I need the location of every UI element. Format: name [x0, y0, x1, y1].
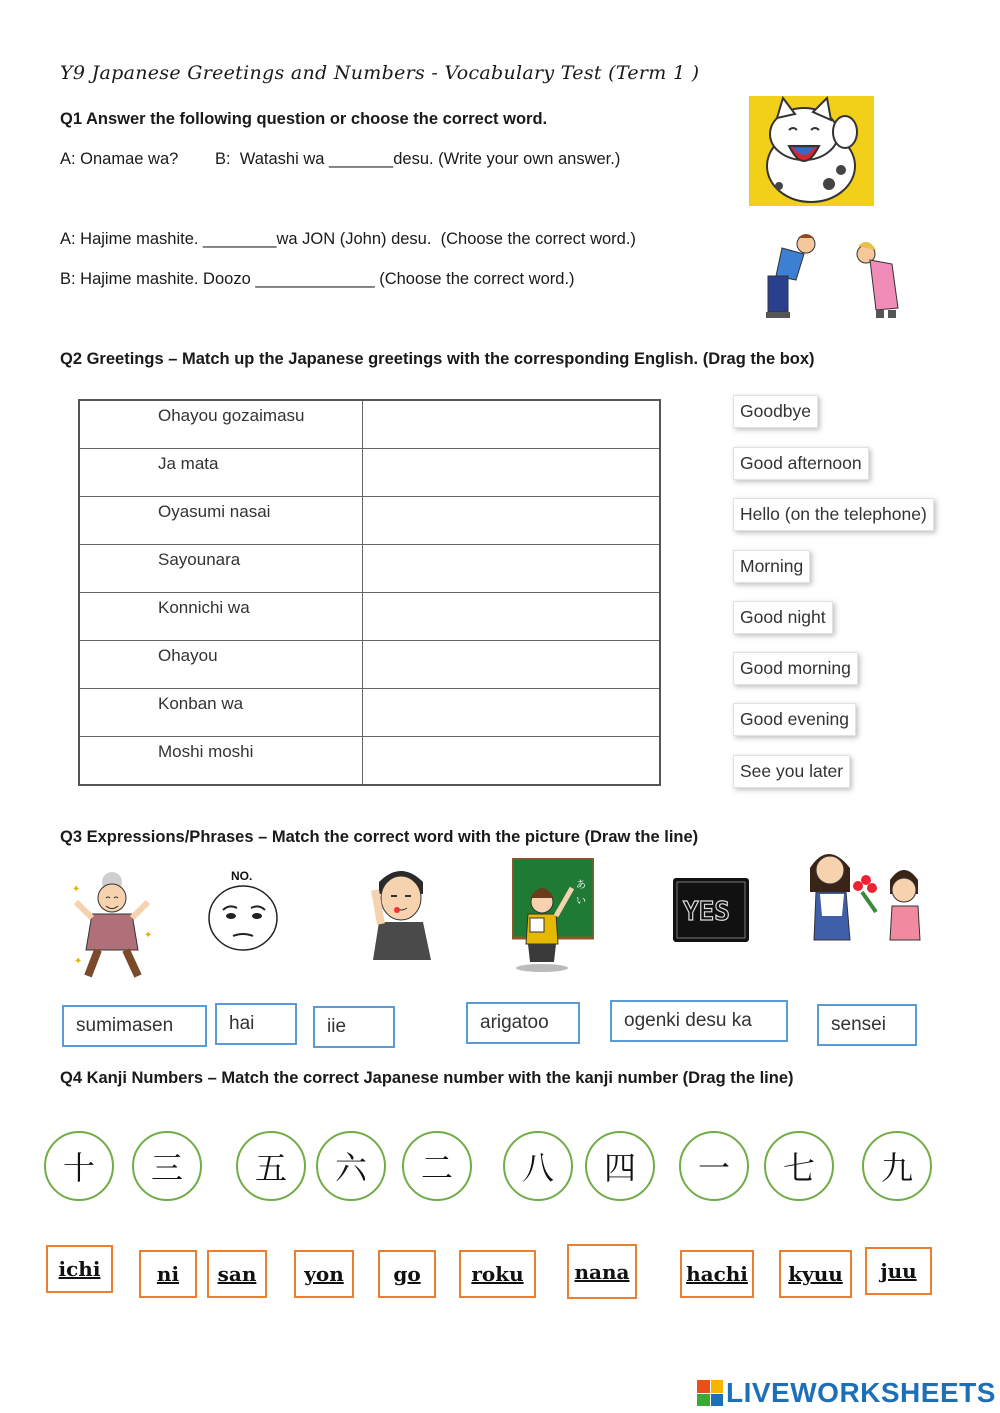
word-box-arigatoo[interactable]: arigatoo [466, 1002, 580, 1044]
table-row [79, 641, 660, 689]
romaji-box-ni[interactable]: ni [139, 1250, 197, 1298]
japanese-greeting: Ohayou gozaimasu [79, 400, 362, 448]
japanese-greeting: Konnichi wa [79, 593, 362, 641]
svg-text:✦: ✦ [74, 956, 83, 967]
table-row [79, 400, 660, 448]
word-box-hai[interactable]: hai [215, 1003, 297, 1045]
romaji-box-yon[interactable]: yon [294, 1250, 354, 1298]
yes-sign-image [673, 878, 749, 942]
bowing-people-image [758, 230, 918, 325]
table-row [79, 593, 660, 641]
japanese-greeting: Sayounara [79, 544, 362, 592]
kanji-circle-yon[interactable]: 四 [585, 1131, 655, 1201]
svg-text:✦: ✦ [144, 930, 153, 941]
logo-text: LIVEWORKSHEETS [726, 1377, 996, 1408]
worksheet-title: Y9 Japanese Greetings and Numbers - Vocabulary Test (Term 1 ) [60, 62, 700, 84]
answer-drop-cell[interactable] [362, 496, 660, 544]
word-box-sensei[interactable]: sensei [817, 1004, 917, 1046]
romaji-box-hachi[interactable]: hachi [680, 1250, 754, 1298]
q4-heading: Q4 Kanji Numbers – Match the correct Japanese number with the kanji number (Drag the line) [60, 1069, 794, 1087]
liveworksheets-logo [697, 1377, 996, 1409]
drag-box-good-evening[interactable]: Good evening [733, 703, 856, 736]
romaji-box-roku[interactable]: roku [459, 1250, 536, 1298]
kanji-circle-juu[interactable]: 十 [44, 1131, 114, 1201]
svg-text:✦: ✦ [72, 884, 81, 895]
romaji-box-nana[interactable]: nana [567, 1244, 637, 1299]
q1-heading: Q1 Answer the following question or choose the correct word. [60, 110, 548, 128]
answer-drop-cell[interactable] [362, 689, 660, 737]
table-row [79, 689, 660, 737]
elderly-woman-image [68, 868, 156, 983]
q1-line-1: A: Onamae wa? B: Watashi wa _______desu. (Write your own answer.) [60, 150, 621, 168]
drag-box-good-night[interactable]: Good night [733, 601, 833, 634]
word-box-iie[interactable]: iie [313, 1006, 395, 1048]
drag-box-good-morning[interactable]: Good morning [733, 652, 858, 685]
kanji-circle-kyuu[interactable]: 九 [862, 1131, 932, 1201]
lucky-cat-image [749, 96, 874, 206]
romaji-box-juu[interactable]: juu [865, 1247, 932, 1295]
drag-box-morning[interactable]: Morning [733, 550, 810, 583]
greetings-table [78, 399, 661, 786]
teacher-image [512, 858, 594, 973]
japanese-greeting: Ja mata [79, 448, 362, 496]
japanese-greeting: Konban wa [79, 689, 362, 737]
answer-drop-cell[interactable] [362, 448, 660, 496]
word-box-sumimasen[interactable]: sumimasen [62, 1005, 207, 1047]
kanji-circle-ni[interactable]: 二 [402, 1131, 472, 1201]
q1-line-3: B: Hajime mashite. Doozo _____________ (Choose the correct word.) [60, 270, 575, 288]
answer-drop-cell[interactable] [362, 737, 660, 785]
table-row [79, 448, 660, 496]
answer-drop-cell[interactable] [362, 544, 660, 592]
kanji-circle-ichi[interactable]: 一 [679, 1131, 749, 1201]
table-row [79, 544, 660, 592]
giving-flowers-image [806, 840, 932, 942]
romaji-box-kyuu[interactable]: kyuu [779, 1250, 852, 1298]
drag-box-goodbye[interactable]: Goodbye [733, 395, 818, 428]
no-label: NO. [231, 869, 253, 883]
romaji-box-go[interactable]: go [378, 1250, 436, 1298]
q3-heading: Q3 Expressions/Phrases – Match the correct word with the picture (Draw the line) [60, 828, 699, 846]
svg-text:あ: あ [576, 880, 586, 891]
japanese-greeting: Oyasumi nasai [79, 496, 362, 544]
q2-heading: Q2 Greetings – Match up the Japanese greetings with the corresponding English. (Drag the box) [60, 350, 815, 368]
kanji-circle-nana[interactable]: 七 [764, 1131, 834, 1201]
apologizing-man-image [365, 860, 437, 960]
word-box-ogenki-desu-ka[interactable]: ogenki desu ka [610, 1000, 788, 1042]
svg-text:い: い [576, 896, 586, 907]
kanji-circle-san[interactable]: 三 [132, 1131, 202, 1201]
japanese-greeting: Moshi moshi [79, 737, 362, 785]
q1-line-2: A: Hajime mashite. ________wa JON (John) desu. (Choose the correct word.) [60, 230, 636, 248]
kanji-circle-hachi[interactable]: 八 [503, 1131, 573, 1201]
drag-box-see-you-later[interactable]: See you later [733, 755, 850, 788]
table-row [79, 496, 660, 544]
japanese-greeting: Ohayou [79, 641, 362, 689]
answer-drop-cell[interactable] [362, 641, 660, 689]
drag-box-good-afternoon[interactable]: Good afternoon [733, 447, 869, 480]
liveworksheets-logo-icon [697, 1380, 723, 1406]
kanji-circle-go[interactable]: 五 [236, 1131, 306, 1201]
table-row [79, 737, 660, 785]
kanji-circle-roku[interactable]: 六 [316, 1131, 386, 1201]
answer-drop-cell[interactable] [362, 593, 660, 641]
drag-box-hello-telephone[interactable]: Hello (on the telephone) [733, 498, 934, 531]
answer-drop-cell[interactable] [362, 400, 660, 448]
yes-label: YES [683, 897, 730, 927]
romaji-box-san[interactable]: san [207, 1250, 267, 1298]
romaji-box-ichi[interactable]: ichi [46, 1245, 113, 1293]
no-face-image [205, 866, 285, 956]
